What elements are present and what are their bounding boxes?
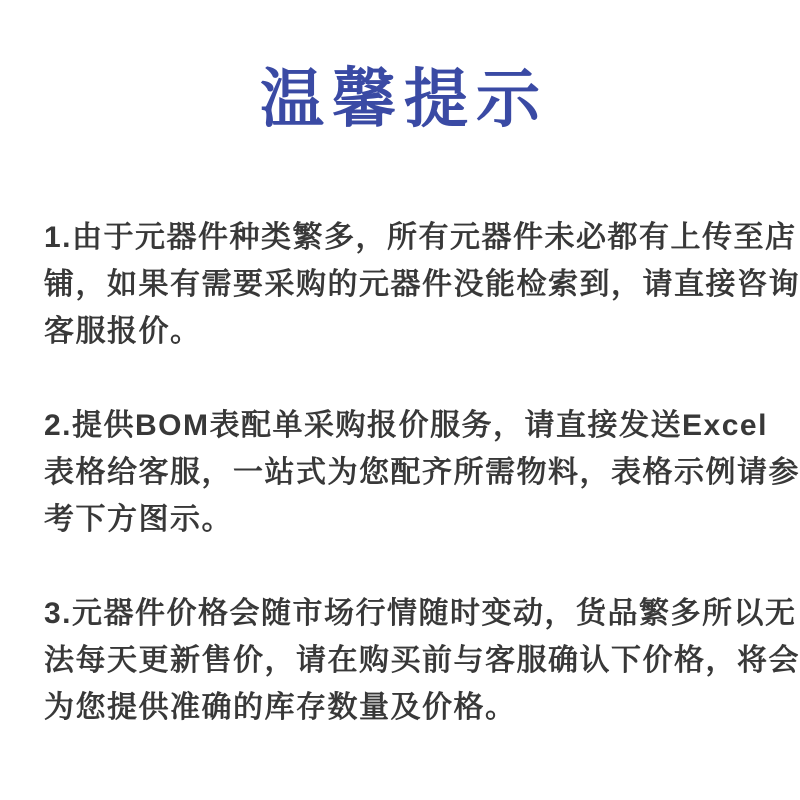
notice-line: 考下方图示。	[44, 503, 233, 536]
page-title: 温馨提示	[260, 63, 548, 135]
notice-line: 法每天更新售价，请在购买前与客服确认下价格，将会	[44, 644, 800, 677]
notice-line: 为您提供准确的库存数量及价格。	[44, 691, 517, 724]
notice-line: 2.提供BOM表配单采购报价服务，请直接发送Excel	[44, 409, 768, 442]
notice-line: 表格给客服，一站式为您配齐所需物料，表格示例请参	[44, 456, 800, 489]
notice-paragraph-2	[44, 402, 800, 543]
notice-line: 1.由于元器件种类繁多，所有元器件未必都有上传至店	[44, 221, 797, 254]
notice-line: 3.元器件价格会随市场行情随时变动，货品繁多所以无	[44, 597, 797, 630]
notice-line: 客服报价。	[44, 315, 202, 348]
notice-paragraph-3	[44, 590, 800, 731]
notice-line: 铺，如果有需要采购的元器件没能检索到，请直接咨询	[44, 268, 800, 301]
notice-paragraph-1	[44, 214, 800, 355]
notice-list	[0, 214, 800, 731]
